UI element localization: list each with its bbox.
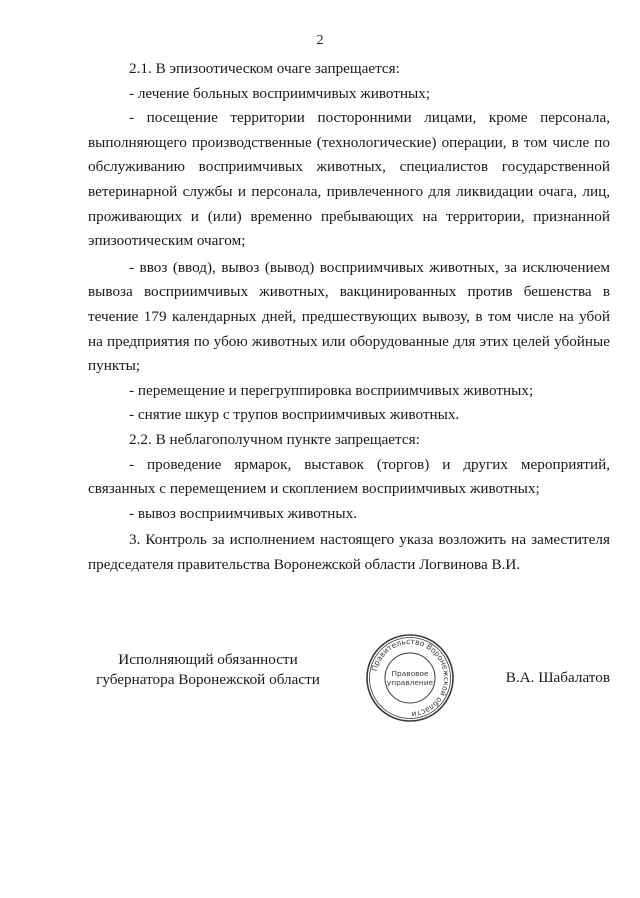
paragraph-item: - вывоз восприимчивых животных. [129, 504, 358, 522]
paragraph-item: - проведение ярмарок, выставок (торгов) и других мероприятий, связанных с перемещением и скоплением восприимчивых животных; [88, 455, 610, 498]
stamp-seal-icon [365, 633, 455, 723]
svg-text:Правовое: Правовое [391, 669, 429, 678]
signer-title-line1: Исполняющий обязанности [118, 651, 298, 668]
paragraph-item: - перемещение и перегруппировка восприимчивых животных; [129, 381, 534, 399]
signer-name: В.А. Шабалатов [505, 669, 610, 686]
signer-title-line2: губернатора Воронежской области [96, 671, 320, 688]
official-stamp [365, 633, 455, 723]
paragraph-3: 3. Контроль за исполнением настоящего указа возложить на заместителя председателя правительства Воронежской области Логвинова В.И. [88, 531, 610, 573]
svg-text:Правительство Воронежской обла: Правительство Воронежской области [369, 636, 452, 720]
paragraph-2-1: 2.1. В эпизоотическом очаге запрещается: [129, 60, 400, 77]
signer-title [88, 650, 328, 690]
document-body [88, 57, 610, 577]
paragraph-item: - ввоз (ввод), вывоз (вывод) восприимчивых животных, за исключением вывоза восприимчивых животных, вакцинированных против бешенства в течение 179 календарных дней, предшествующих вывозу, в том числе на убой на предприятия по убою животных или оборудованные для этих целей убойные пункты; [88, 258, 610, 375]
paragraph-2-2: 2.2. В неблагополучном пункте запрещается: [129, 430, 420, 448]
paragraph-item: - посещение территории посторонними лицами, кроме персонала, выполняющего производственные (технологические) операции, в том числе по обслуживанию восприимчивых животных, специалистов государственной ветеринарной службы и персонала, привлеченного для ликвидации очага, лиц, проживающих и (или) временно пребывающих на территории, признанной эпизоотическим очагом; [88, 109, 610, 250]
page-number: 2 [316, 33, 324, 48]
svg-text:управление: управление [386, 678, 434, 687]
paragraph-item: - лечение больных восприимчивых животных; [129, 84, 431, 102]
paragraph-item: - снятие шкур с трупов восприимчивых животных. [129, 406, 460, 424]
